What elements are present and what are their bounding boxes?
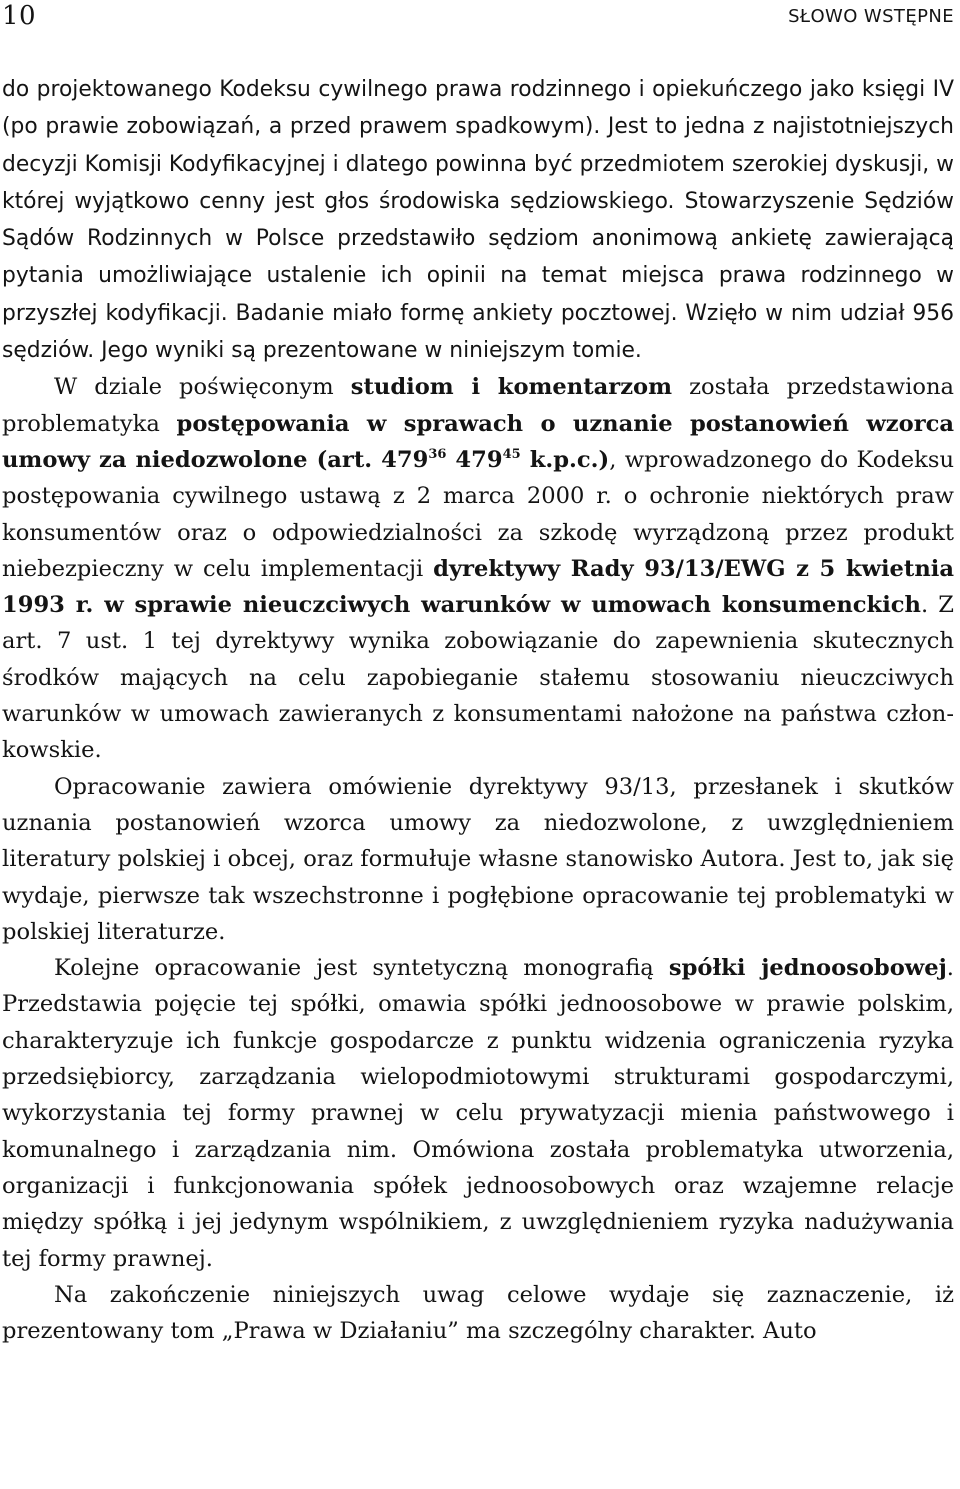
paragraph-4 [2, 950, 954, 1277]
paragraph-5: Na zakończenie niniejszych uwag celowe wydaje się zaznaczenie, iż prezentowany tom „Prawa w Działaniu” ma szczególny charakter. Auto [2, 1281, 954, 1345]
running-head: SŁOWO WSTĘPNE [788, 6, 954, 27]
superscript-36: 36 [428, 446, 447, 462]
paragraph-2-text-1: W dziale poświęconym [54, 374, 351, 401]
paragraph-4-text-1: Kolejne opracowanie jest syntetyczną monografią [54, 955, 669, 982]
paragraph-1-sentence-1: do projektowanego Kodeksu cywilnego prawa rodzinnego i opiekuńczego jako księgi IV (po prawie zobowiązań, a przed prawem spadkowym). Jest to jedna z najistotniejszych decyzji Komisji Kodyfikacyjnej i dlatego powinna być przedmiotem szerokiej dyskusji, w której wyjątkowo cenny jest głos środowiska sędziowskiego. [2, 77, 954, 214]
paragraph-2 [2, 369, 954, 768]
superscript-45: 45 [502, 446, 521, 462]
paragraph-4-text-2: . Przedstawia pojęcie tej spółki, omawia spółki jednoosobowe w prawie polskim, charakteryzuje ich funkcje gospodarcze z punktu widzenia ograniczenia ryzyka przedsiębiorcy, zarządzania wielopodmiotowymi strukturami gospodarczymi, wykorzystania tej formy prawnej w celu prywatyzacji mienia państwowego i komunalnego i zarządzania nim. Omówiona została problematyka utworzenia, organizacji i funkcjonowania spółek jednoosobowych oraz wzajemne relacje między spółką i jej jedynym wspólnikiem, z uwzględnieniem ryzyka nadużywania tej formy prawnej. [2, 955, 954, 1272]
paragraph-2-bold-3: 479 [446, 446, 503, 473]
page-header [0, 0, 960, 40]
paragraph-2-bold-1: studiom i komentarzom [350, 374, 673, 401]
paragraph-1 [2, 71, 954, 369]
paragraph-2-text-4: . Z art. 7 ust. 1 tej dyrektywy wynika zobowiązanie do zapewnienia skutecznych środków mających na celu zapobieganie stałemu stosowaniu nieuczciwych warunków w umowach zawieranych z konsumentami nałożone na państwa członkowskie. [2, 592, 954, 764]
paragraph-2-bold-5: dyrektywy Rady 93/13/EWG z 5 kwietnia 1993 r. w sprawie nieuczciwych warunków w umowach konsumenckich [2, 555, 954, 619]
page-number: 10 [2, 1, 37, 31]
paragraph-4-bold-1: spółki jednoosobowej [668, 955, 947, 982]
paragraph-2-bold-2: postępowania w sprawach o uznanie postanowień wzorca umowy za niedozwolone (art. 479 [2, 410, 954, 473]
paragraph-2-bold-4: k.p.c.) [520, 446, 610, 473]
paragraph-2-text-2: została przedstawiona problematyka [2, 374, 954, 437]
paragraph-3: Opracowanie zawiera omówienie dyrektywy 93/13, przesłanek i skutków uznania postanowień wzorca umowy za niedozwolone, z uwzględnieniem literatury polskiej i obcej, oraz formułuje własne stanowisko Autora. Jest to, jak się wydaje, pierwsze tak wszechstronne i pogłębione opracowanie tej problematyki w polskiej literaturze. [2, 773, 954, 945]
paragraph-2-text-3: , wprowadzonego do Kodeksu postępowania cywilnego ustawą z 2 marca 2000 r. o ochronie niektórych praw konsumentów oraz o odpowiedzialności za szkodę wyrządzoną przez produkt niebezpieczny w celu implementacji [2, 446, 955, 582]
body-text [2, 71, 954, 1349]
paragraph-1-sentence-2: Stowarzyszenie Sędziów Sądów Rodzinnych w Polsce przedstawiło sędziom anonimową ankietę zawierającą pytania umożliwiające ustalenie ich opinii na temat miejsca prawa rodzinnego w przyszłej kodyfikacji. Badanie miało formę ankiety pocztowej. Wzięło w nim udział 956 sędziów. Jego wyniki są prezentowane w niniejszym tomie. [2, 188, 954, 364]
